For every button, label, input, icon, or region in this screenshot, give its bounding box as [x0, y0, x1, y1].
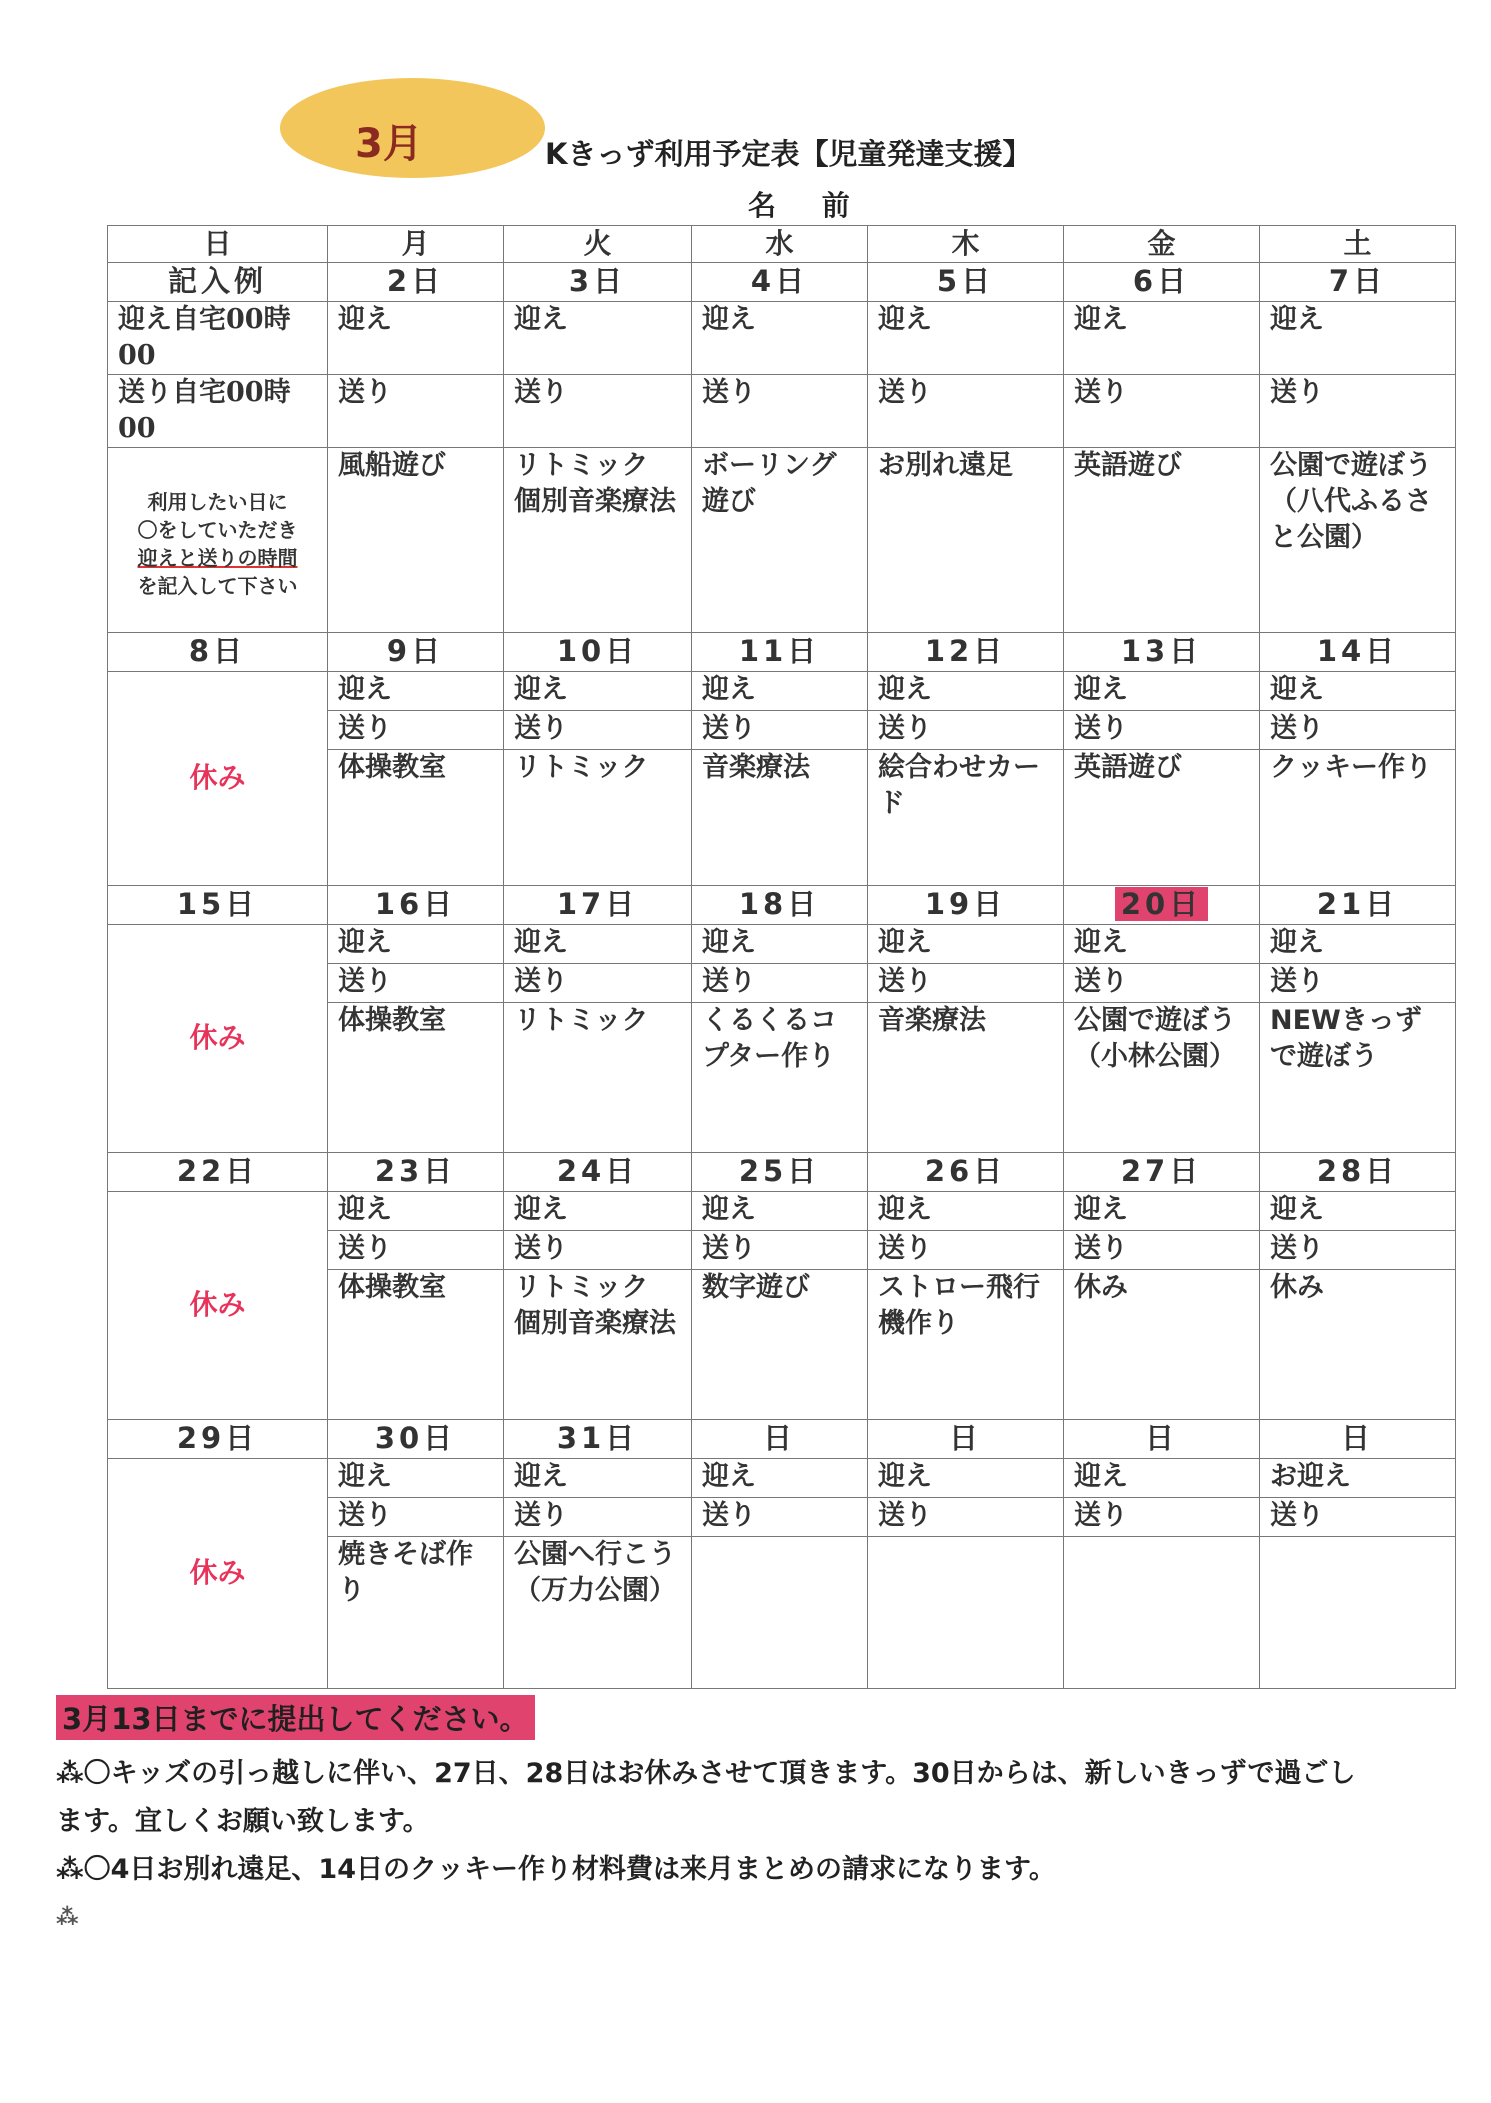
date-cell: 24日 — [504, 1153, 692, 1192]
date-cell: 6日 — [1064, 263, 1260, 302]
date-cell: 26日 — [868, 1153, 1064, 1192]
rest-label: 休み — [189, 1288, 246, 1321]
pickup-field[interactable]: 迎え — [504, 302, 692, 375]
sunday-rest — [108, 1459, 328, 1689]
week-1-activities — [108, 448, 1456, 633]
month-label: 3月 — [355, 121, 423, 167]
dropoff-field[interactable]: 送り — [1064, 1498, 1260, 1537]
schedule-table — [107, 225, 1456, 1689]
pickup-field[interactable]: 迎え — [692, 672, 868, 711]
pickup-field[interactable]: 迎え — [504, 1459, 692, 1498]
activity-cell: ボーリング遊び — [692, 448, 868, 633]
week-4-pickup — [108, 1192, 1456, 1231]
pickup-field[interactable]: 迎え — [868, 1192, 1064, 1231]
example-dropoff: 送り自宅00時00 — [108, 375, 328, 448]
dropoff-field[interactable]: 送り — [1260, 964, 1456, 1003]
week-5-pickup — [108, 1459, 1456, 1498]
dropoff-field[interactable]: 送り — [328, 964, 504, 1003]
dropoff-field[interactable]: 送り — [1260, 1498, 1456, 1537]
moving-notice-line: ⁂〇キッズの引っ越しに伴い、27日、28日はお休みさせて頂きます。30日からは、新しいきっずで過ごし — [56, 1758, 1356, 1789]
activity-cell: NEWきっずで遊ぼう — [1260, 1003, 1456, 1153]
dropoff-field[interactable]: 送り — [1064, 964, 1260, 1003]
weekday-fri: 金 — [1064, 226, 1260, 263]
example-instructions — [108, 448, 328, 633]
weekday-header-row — [108, 226, 1456, 263]
dropoff-field[interactable]: 送り — [868, 964, 1064, 1003]
pickup-field[interactable]: 迎え — [692, 302, 868, 375]
activity-cell: 焼きそば作り — [328, 1537, 504, 1689]
activity-cell: 公園へ行こう（万力公園） — [504, 1537, 692, 1689]
sunday-date: 15日 — [108, 886, 328, 925]
date-cell: 16日 — [328, 886, 504, 925]
dropoff-field[interactable]: 送り — [692, 964, 868, 1003]
pickup-field[interactable]: 迎え — [1260, 672, 1456, 711]
dropoff-field[interactable]: 送り — [328, 375, 504, 448]
pickup-field[interactable]: 迎え — [1260, 1192, 1456, 1231]
weekday-sat: 土 — [1260, 226, 1456, 263]
activity-cell: 音楽療法 — [868, 1003, 1064, 1153]
date-cell: 11日 — [692, 633, 868, 672]
activity-cell: 体操教室 — [328, 1270, 504, 1420]
dropoff-field[interactable]: 送り — [1260, 375, 1456, 448]
dropoff-field[interactable]: 送り — [1064, 1231, 1260, 1270]
pickup-field[interactable]: 迎え — [1064, 1459, 1260, 1498]
pickup-field[interactable]: 迎え — [692, 1459, 868, 1498]
date-cell: 19日 — [868, 886, 1064, 925]
weekday-mon: 月 — [328, 226, 504, 263]
date-cell: 28日 — [1260, 1153, 1456, 1192]
pickup-field[interactable]: 迎え — [328, 672, 504, 711]
activity-cell: 風船遊び — [328, 448, 504, 633]
dropoff-field[interactable]: 送り — [504, 1498, 692, 1537]
dropoff-field[interactable]: 送り — [1260, 711, 1456, 750]
instruction-line: を記入して下さい — [137, 574, 298, 598]
instruction-line: 迎えと送りの時間 — [137, 546, 298, 570]
date-cell: 23日 — [328, 1153, 504, 1192]
activity-cell: 体操教室 — [328, 1003, 504, 1153]
rest-label: 休み — [189, 1021, 246, 1054]
date-cell: 13日 — [1064, 633, 1260, 672]
pickup-field[interactable]: 迎え — [328, 925, 504, 964]
activity-cell: クッキー作り — [1260, 750, 1456, 886]
week-3-dates — [108, 886, 1456, 925]
instruction-line: 〇をしていただき — [137, 518, 298, 542]
highlighted-date: 20日 — [1115, 887, 1208, 921]
date-cell: 21日 — [1260, 886, 1456, 925]
pickup-field[interactable]: 迎え — [868, 1459, 1064, 1498]
date-cell: 4日 — [692, 263, 868, 302]
activity-cell — [1260, 1537, 1456, 1689]
activity-cell: リトミック 個別音楽療法 — [504, 1270, 692, 1420]
activity-cell — [692, 1537, 868, 1689]
fee-notice: ⁂〇4日お別れ遠足、14日のクッキー作り材料費は来月まとめの請求になります。 — [56, 1854, 1056, 1885]
pickup-field[interactable]: 迎え — [1064, 672, 1260, 711]
date-cell: 27日 — [1064, 1153, 1260, 1192]
week-1-dates — [108, 263, 1456, 302]
dropoff-field[interactable]: 送り — [868, 1231, 1064, 1270]
empty-note-marker: ⁂ — [56, 1905, 79, 1930]
pickup-field[interactable]: 迎え — [868, 672, 1064, 711]
date-cell: 10日 — [504, 633, 692, 672]
dropoff-field[interactable]: 送り — [328, 1231, 504, 1270]
activity-cell — [868, 1537, 1064, 1689]
date-cell-highlighted — [1064, 886, 1260, 925]
dropoff-field[interactable]: 送り — [504, 711, 692, 750]
date-cell: 25日 — [692, 1153, 868, 1192]
dropoff-field[interactable]: 送り — [1064, 375, 1260, 448]
sunday-date: 22日 — [108, 1153, 328, 1192]
date-cell: 18日 — [692, 886, 868, 925]
dropoff-field[interactable]: 送り — [868, 1498, 1064, 1537]
date-cell: 31日 — [504, 1420, 692, 1459]
pickup-field[interactable]: 迎え — [1064, 302, 1260, 375]
pickup-field[interactable]: 迎え — [868, 925, 1064, 964]
week-5-dates — [108, 1420, 1456, 1459]
weekday-wed: 水 — [692, 226, 868, 263]
name-label: 名 前 — [748, 189, 868, 222]
sunday-rest — [108, 672, 328, 886]
dropoff-field[interactable]: 送り — [328, 711, 504, 750]
date-cell: 5日 — [868, 263, 1064, 302]
dropoff-field[interactable]: 送り — [504, 375, 692, 448]
instruction-line: 利用したい日に — [147, 490, 288, 514]
pickup-field[interactable]: 迎え — [692, 1192, 868, 1231]
date-cell: 30日 — [328, 1420, 504, 1459]
sunday-date: 29日 — [108, 1420, 328, 1459]
activity-cell: 公園で遊ぼう（小林公園） — [1064, 1003, 1260, 1153]
activity-cell: くるくるコプター作り — [692, 1003, 868, 1153]
week-1-dropoff — [108, 375, 1456, 448]
activity-cell: 公園で遊ぼう （八代ふるさと公園） — [1260, 448, 1456, 633]
date-cell: 日 — [1260, 1420, 1456, 1459]
dropoff-field[interactable]: 送り — [692, 1498, 868, 1537]
date-cell: 2日 — [328, 263, 504, 302]
dropoff-field[interactable]: 送り — [1064, 711, 1260, 750]
activity-cell: ストロー飛行機作り — [868, 1270, 1064, 1420]
pickup-field[interactable]: 迎え — [868, 302, 1064, 375]
sunday-rest — [108, 925, 328, 1153]
dropoff-field[interactable]: 送り — [328, 1498, 504, 1537]
dropoff-field[interactable]: 送り — [868, 711, 1064, 750]
pickup-field[interactable]: 迎え — [328, 1192, 504, 1231]
activity-cell: リトミック 個別音楽療法 — [504, 448, 692, 633]
pickup-field[interactable]: お迎え — [1260, 1459, 1456, 1498]
example-label: 記入例 — [108, 263, 328, 302]
weekday-tue: 火 — [504, 226, 692, 263]
week-2-pickup — [108, 672, 1456, 711]
week-4-dates — [108, 1153, 1456, 1192]
date-cell: 17日 — [504, 886, 692, 925]
dropoff-field[interactable]: 送り — [692, 375, 868, 448]
activity-cell-rest: 休み — [1064, 1270, 1260, 1420]
pickup-field[interactable]: 迎え — [504, 672, 692, 711]
date-cell: 9日 — [328, 633, 504, 672]
dropoff-field[interactable]: 送り — [504, 1231, 692, 1270]
date-cell: 日 — [1064, 1420, 1260, 1459]
activity-cell: 体操教室 — [328, 750, 504, 886]
moving-notice — [56, 1750, 1476, 1846]
activity-cell: お別れ遠足 — [868, 448, 1064, 633]
dropoff-field[interactable]: 送り — [504, 964, 692, 1003]
pickup-field[interactable]: 迎え — [328, 302, 504, 375]
pickup-field[interactable]: 迎え — [692, 925, 868, 964]
moving-notice-line: ます。宜しくお願い致します。 — [56, 1806, 430, 1837]
pickup-field[interactable]: 迎え — [504, 925, 692, 964]
date-cell: 日 — [692, 1420, 868, 1459]
pickup-field[interactable]: 迎え — [1064, 925, 1260, 964]
weekday-thu: 木 — [868, 226, 1064, 263]
activity-cell: 英語遊び — [1064, 750, 1260, 886]
date-cell: 日 — [868, 1420, 1064, 1459]
activity-cell: 英語遊び — [1064, 448, 1260, 633]
dropoff-field[interactable]: 送り — [1260, 1231, 1456, 1270]
dropoff-field[interactable]: 送り — [692, 1231, 868, 1270]
pickup-field[interactable]: 迎え — [1064, 1192, 1260, 1231]
activity-cell: リトミック — [504, 750, 692, 886]
sunday-date: 8日 — [108, 633, 328, 672]
dropoff-field[interactable]: 送り — [692, 711, 868, 750]
pickup-field[interactable]: 迎え — [1260, 925, 1456, 964]
weekday-sun: 日 — [108, 226, 328, 263]
activity-cell: 絵合わせカード — [868, 750, 1064, 886]
activity-cell — [1064, 1537, 1260, 1689]
pickup-field[interactable]: 迎え — [328, 1459, 504, 1498]
rest-label: 休み — [189, 1556, 246, 1589]
pickup-field[interactable]: 迎え — [504, 1192, 692, 1231]
date-cell: 3日 — [504, 263, 692, 302]
week-2-dates — [108, 633, 1456, 672]
sunday-rest — [108, 1192, 328, 1420]
page-title: Kきっず利用予定表【児童発達支援】 — [545, 137, 1032, 171]
pickup-field[interactable]: 迎え — [1260, 302, 1456, 375]
activity-cell: リトミック — [504, 1003, 692, 1153]
example-pickup: 迎え自宅00時00 — [108, 302, 328, 375]
week-3-pickup — [108, 925, 1456, 964]
activity-cell: 数字遊び — [692, 1270, 868, 1420]
week-1-pickup — [108, 302, 1456, 375]
footer-notes — [56, 1695, 1476, 1942]
dropoff-field[interactable]: 送り — [868, 375, 1064, 448]
rest-label: 休み — [189, 761, 246, 794]
date-cell: 12日 — [868, 633, 1064, 672]
deadline-notice: 3月13日までに提出してください。 — [56, 1695, 535, 1740]
date-cell: 7日 — [1260, 263, 1456, 302]
activity-cell: 音楽療法 — [692, 750, 868, 886]
activity-cell-rest: 休み — [1260, 1270, 1456, 1420]
date-cell: 14日 — [1260, 633, 1456, 672]
